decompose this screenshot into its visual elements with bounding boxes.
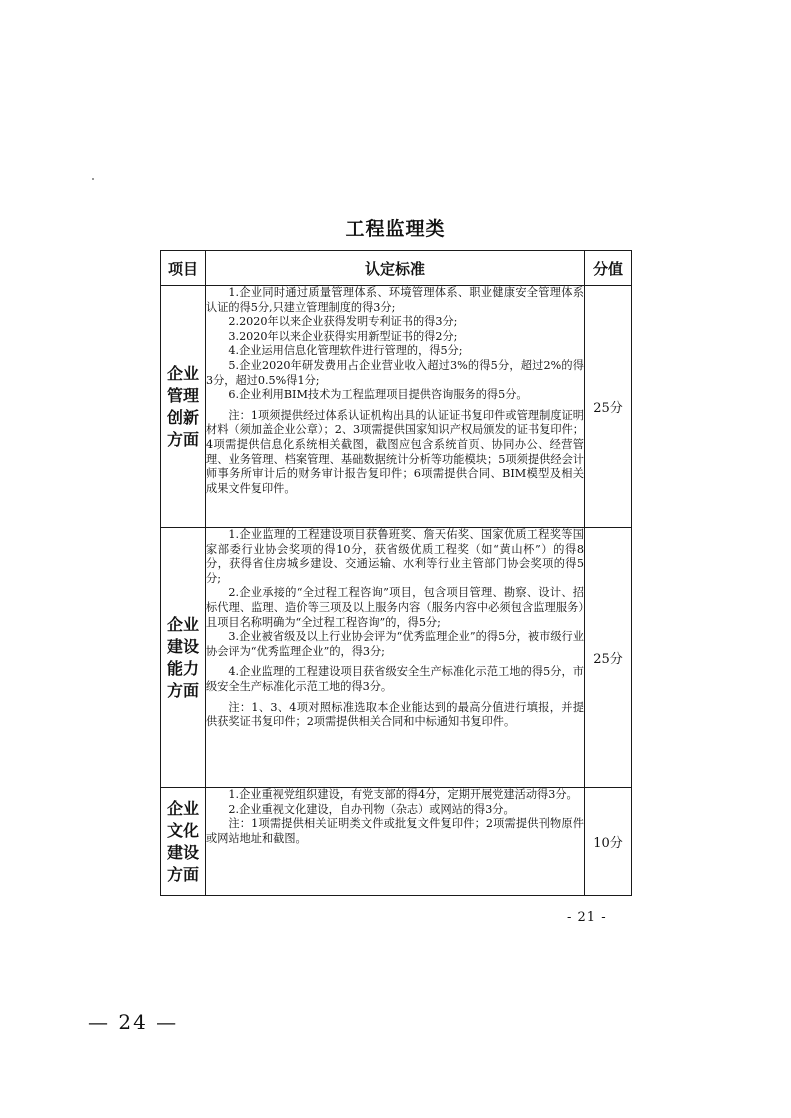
criteria-item: 2.企业重视文化建设，自办刊物（杂志）或网站的得3分。 — [228, 802, 515, 816]
criteria-item: 2.2020年以来企业获得发明专利证书的得3分; — [228, 315, 458, 329]
criteria-table — [160, 250, 632, 896]
page-number-inner: - 21 - — [567, 910, 607, 925]
criteria-item: 2.企业承接的“全过程工程咨询”项目，包含项目管理、勘察、设计、招标代理、监理、造价等三项及以上服务内容（服务内容中必须包含监理服务）且项目名称明确为“全过程工程咨询”的，得5分; — [206, 586, 584, 629]
criteria-cell — [206, 528, 585, 788]
score-cell: 25分 — [585, 286, 632, 528]
table-row — [161, 528, 632, 788]
table-row — [161, 788, 632, 896]
criteria-cell — [206, 788, 585, 896]
page-number-outer: — 24 — — [88, 1010, 179, 1034]
table-header-row — [161, 251, 632, 286]
page-title: 工程监理类 — [345, 218, 446, 240]
criteria-item: 4.企业监理的工程建设项目获省级安全生产标准化示范工地的得5分，市级安全生产标准化示范工地的得3分。 — [206, 665, 584, 693]
criteria-item: 1.企业同时通过质量管理体系、环境管理体系、职业健康安全管理体系认证的得5分,只建立管理制度的得3分; — [206, 286, 584, 314]
header-criteria: 认定标准 — [206, 251, 585, 286]
scan-speck — [92, 178, 94, 180]
criteria-item: 3.企业被省级及以上行业协会评为“优秀监理企业”的得5分，被市级行业协会评为“优秀监理企业”的，得3分; — [206, 630, 584, 658]
table-row — [161, 286, 632, 528]
criteria-cell — [206, 286, 585, 528]
score-cell: 10分 — [585, 788, 632, 896]
header-score: 分值 — [585, 251, 632, 286]
criteria-note: 注：1项需提供相关证明类文件或批复文件复印件；2项需提供刊物原件或网站地址和截图。 — [206, 817, 584, 845]
criteria-item: 3.2020年以来企业获得实用新型证书的得2分; — [228, 329, 458, 343]
criteria-note: 注：1、3、4项对照标准选取本企业能达到的最高分值进行填报，并提供获奖证书复印件；2项需提供相关合同和中标通知书复印件。 — [206, 700, 584, 729]
header-item: 项目 — [161, 251, 206, 286]
criteria-note: 注：1项须提供经过体系认证机构出具的认证证书复印件或管理制度证明材料（须加盖企业公章）；2、3项需提供国家知识产权局颁发的证书复印件；4项需提供信息化系统相关截图，截图应包含系统首页、协同办公、经营管理、业务管理、档案管理、基础数据统计分析等功能模块；5项须提供经会计师事务所审计后的财务审计报告复印件；6项需提供合同、BIM模型及相关成果文件复印件。 — [206, 408, 584, 495]
category-culture-building: 企业 文化 建设 方面 — [161, 788, 206, 896]
category-management-innovation: 企业 管理 创新 方面 — [161, 286, 206, 528]
criteria-item: 4.企业运用信息化管理软件进行管理的，得5分; — [228, 344, 463, 358]
criteria-item: 1.企业重视党组织建设，有党支部的得4分，定期开展党建活动得3分。 — [228, 788, 578, 801]
criteria-item: 5.企业2020年研发费用占企业营业收入超过3%的得5分，超过2%的得3分，超过0.5%得1分; — [206, 358, 584, 387]
category-construction-capability: 企业 建设 能力 方面 — [161, 528, 206, 788]
score-cell: 25分 — [585, 528, 632, 788]
criteria-item: 1.企业监理的工程建设项目获鲁班奖、詹天佑奖、国家优质工程奖等国家部委行业协会奖项的得10分，获省级优质工程奖（如“黄山杯”）的得8分，获得省住房城乡建设、交通运输、水利等行业主管部门协会奖项的得5分; — [206, 528, 584, 585]
criteria-item: 6.企业利用BIM技术为工程监理项目提供咨询服务的得5分。 — [228, 388, 528, 402]
